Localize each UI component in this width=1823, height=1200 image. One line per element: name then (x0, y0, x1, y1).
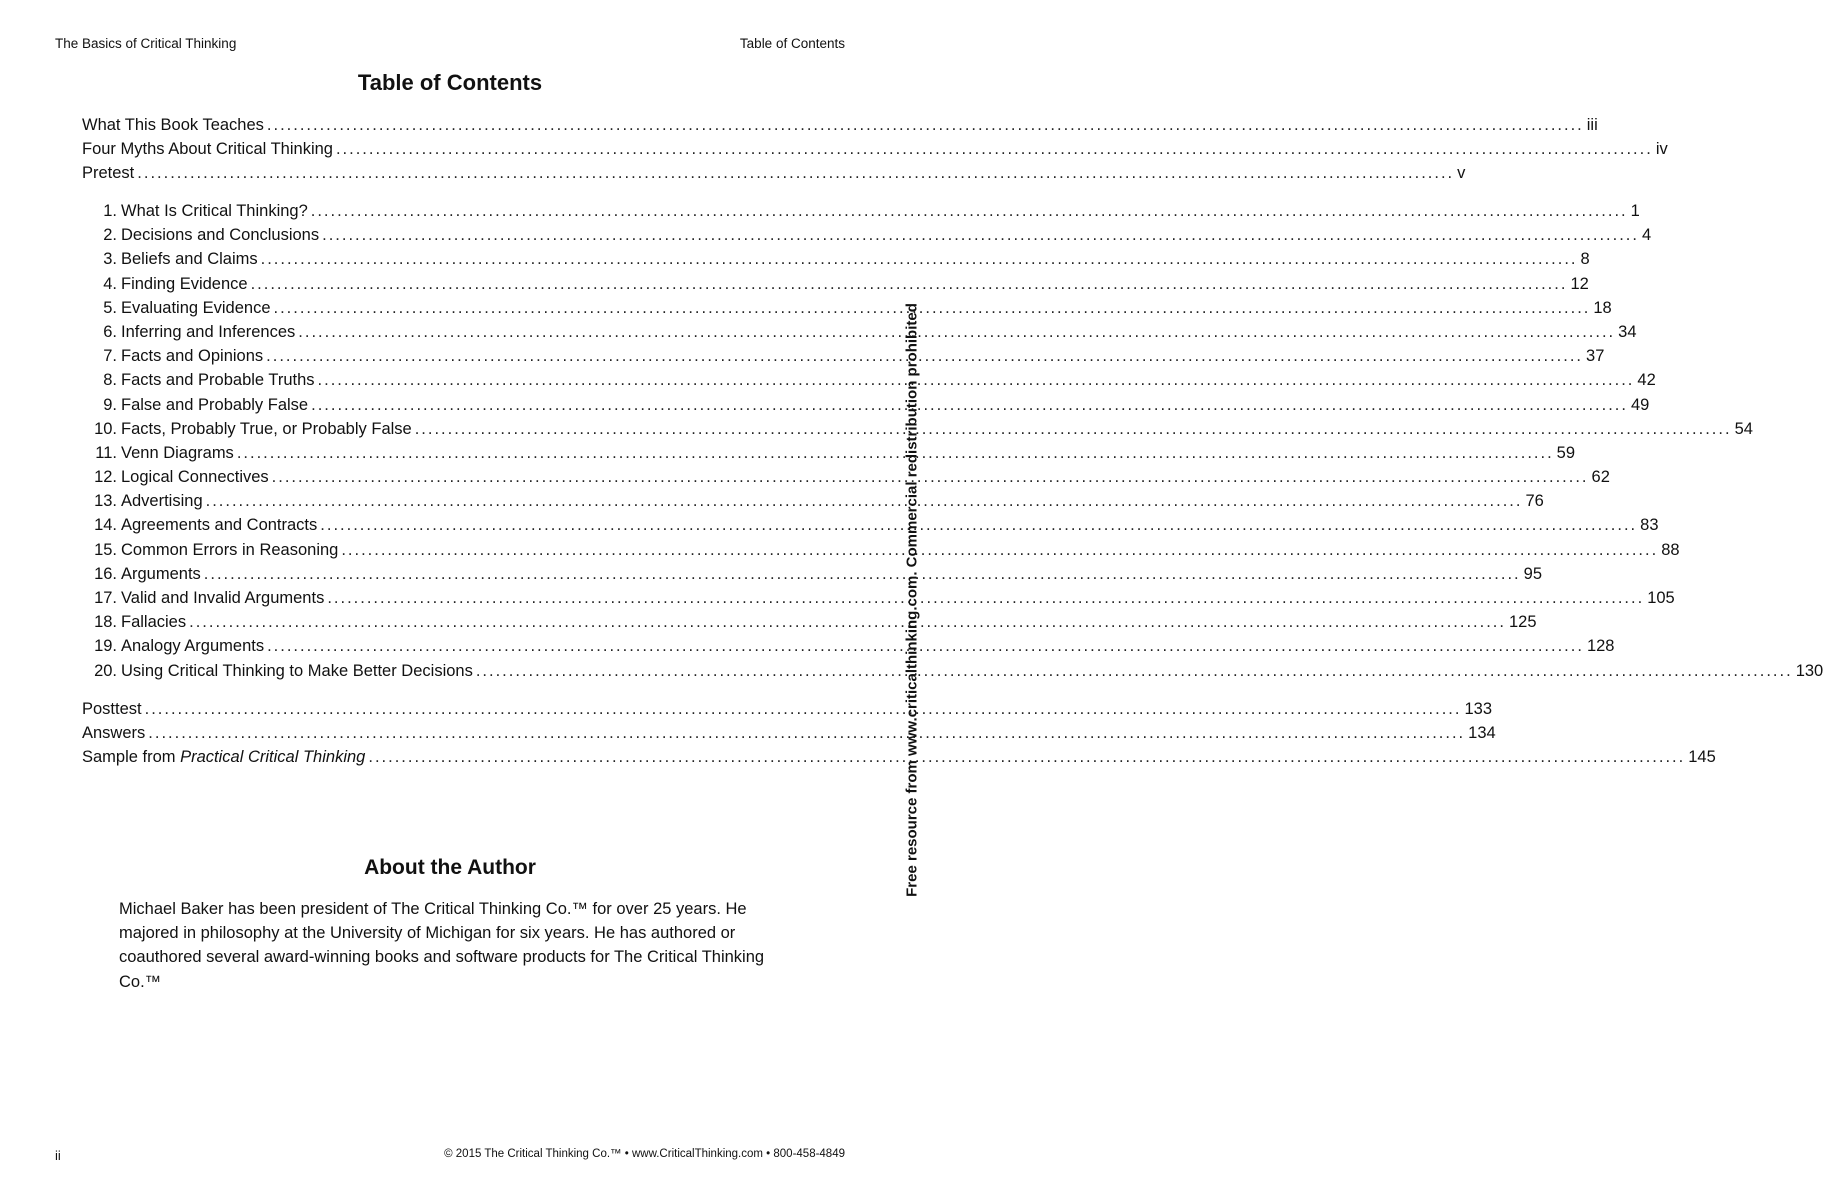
chapter-page: 37 (1586, 347, 1605, 366)
chapter-page: 12 (1570, 274, 1589, 293)
chapter-number: 16. (94, 564, 117, 583)
toc-chapter-entry[interactable] (82, 344, 1605, 368)
chapter-page: 4 (1641, 226, 1652, 245)
toc-entry-page: iv (1655, 140, 1668, 159)
toc-entry-page: v (1457, 164, 1466, 183)
chapter-number: 2. (103, 226, 117, 245)
chapter-number: 14. (94, 516, 117, 535)
dot-leader: ........................................................................................................................................................................................................ (320, 516, 1638, 535)
dot-leader: ........................................................................................................................................................................................................ (267, 637, 1584, 656)
toc-entry-page: 133 (1464, 700, 1493, 718)
book-title: Practical Critical Thinking (180, 748, 366, 767)
chapter-page: 18 (1593, 298, 1612, 317)
toc-entry[interactable] (82, 697, 1493, 721)
chapter-title: Using Critical Thinking to Make Better Decisions (121, 661, 473, 680)
toc-chapter-entry[interactable] (82, 538, 1680, 562)
chapter-number: 1. (103, 202, 117, 220)
toc-chapter-entry[interactable] (82, 272, 1589, 296)
toc-chapter-entry[interactable] (82, 441, 1576, 465)
dot-leader: ........................................................................................................................................................................................................ (271, 468, 1589, 487)
chapter-title: Fallacies (121, 613, 187, 632)
dot-leader: ........................................................................................................................................................................................................ (273, 298, 1591, 317)
chapter-title: Finding Evidence (121, 274, 248, 293)
toc-chapter-entry[interactable] (82, 610, 1537, 634)
toc-chapter-entry[interactable] (82, 513, 1659, 537)
chapter-page: 49 (1630, 395, 1650, 414)
dot-leader: ........................................................................................................................................................................................................ (266, 347, 1584, 366)
chapter-title: Venn Diagrams (121, 443, 234, 462)
chapter-title: Analogy Arguments (121, 637, 265, 656)
chapter-page: 83 (1640, 516, 1659, 535)
chapter-number: 3. (103, 250, 117, 269)
chapter-page: 1 (1630, 202, 1640, 220)
toc-chapter-entry[interactable] (82, 393, 1650, 417)
footer-copyright: © 2015 The Critical Thinking Co.™ • www.CriticalThinking.com • 800-458-4849 (444, 1148, 845, 1160)
chapter-page: 88 (1661, 540, 1680, 559)
toc-entry-label: What This Book Teaches (82, 116, 264, 134)
dot-leader: ........................................................................................................................................................................................................ (203, 564, 1521, 583)
toc-back-matter (82, 697, 1716, 770)
chapter-title: Facts and Probable Truths (121, 371, 315, 390)
toc-entry-label (82, 745, 365, 769)
chapter-number: 6. (103, 322, 117, 341)
chapter-number: 13. (94, 492, 117, 511)
chapter-title: Arguments (121, 564, 201, 583)
dot-leader: ........................................................................................................................................................................................................ (189, 613, 1506, 632)
chapter-page: 125 (1508, 613, 1537, 632)
page-number: ii (55, 1148, 61, 1163)
chapter-number: 9. (103, 395, 117, 414)
chapter-page: 34 (1618, 322, 1637, 341)
chapter-number: 7. (103, 347, 117, 366)
running-header-title: The Basics of Critical Thinking (55, 36, 237, 51)
toc-chapter-entry[interactable] (82, 417, 1753, 441)
chapter-page: 130 (1795, 661, 1823, 680)
toc-chapter-entry[interactable] (82, 465, 1610, 489)
toc-entry[interactable] (82, 137, 1668, 161)
chapter-title: Valid and Invalid Arguments (121, 589, 325, 607)
chapter-number: 15. (94, 540, 117, 559)
dot-leader: ........................................................................................................................................................................................................ (335, 140, 1653, 159)
running-header-section: Table of Contents (739, 36, 845, 51)
chapter-number: 19. (94, 637, 117, 656)
dot-leader: ........................................................................................................................................................................................................ (317, 371, 1635, 390)
dot-leader: ........................................................................................................................................................................................................ (341, 540, 1659, 559)
chapter-number: 5. (103, 298, 117, 317)
toc-entry-label: Four Myths About Critical Thinking (82, 140, 333, 159)
redistribution-notice: Free resource from www.criticalthinking.com. Commercial redistribution prohibited (903, 303, 921, 897)
toc-chapter-entry[interactable] (82, 296, 1612, 320)
dot-leader: ........................................................................................................................................................................................................ (475, 661, 1793, 680)
chapter-title: Beliefs and Claims (121, 250, 258, 269)
toc-chapter-entry[interactable] (82, 320, 1637, 344)
toc-chapter-entry[interactable] (82, 659, 1823, 683)
chapter-title: What Is Critical Thinking? (121, 202, 308, 220)
chapter-number: 17. (94, 589, 117, 607)
toc-chapter-entry[interactable] (82, 368, 1656, 392)
chapter-title: Facts, Probably True, or Probably False (121, 419, 412, 438)
chapter-number: 11. (95, 443, 117, 462)
chapter-number: 20. (94, 661, 117, 680)
chapter-title: Agreements and Contracts (121, 516, 318, 535)
toc-front-matter (82, 113, 1668, 186)
dot-leader: ........................................................................................................................................................................................................ (260, 250, 1578, 269)
chapter-title: Advertising (121, 492, 203, 511)
chapter-title: Decisions and Conclusions (121, 226, 320, 245)
chapter-title: Facts and Opinions (121, 347, 264, 366)
toc-entry-page: iii (1586, 116, 1598, 134)
chapter-title: Evaluating Evidence (121, 298, 271, 317)
dot-leader: ........................................................................................................................................................................................................ (327, 589, 1645, 607)
chapter-title: False and Probably False (121, 395, 309, 414)
toc-chapter-entry[interactable] (82, 634, 1615, 658)
dot-leader: ........................................................................................................................................................................................................ (266, 116, 1584, 134)
toc-chapter-entry[interactable] (82, 489, 1544, 513)
chapter-page: 8 (1580, 250, 1590, 269)
dot-leader: ........................................................................................................................................................................................................ (368, 748, 1686, 767)
chapter-title: Inferring and Inferences (121, 322, 296, 341)
toc-entry-label: Pretest (82, 164, 135, 183)
chapter-number: 18. (94, 613, 117, 632)
toc-entry[interactable] (82, 161, 1466, 185)
chapter-number: 10. (94, 419, 117, 438)
dot-leader: ........................................................................................................................................................................................................ (236, 443, 1554, 462)
toc-entry-label-prefix: Sample from (82, 748, 181, 767)
toc-entry-label: Answers (82, 724, 146, 743)
dot-leader: ........................................................................................................................................................................................................ (311, 395, 1628, 414)
dot-leader: ........................................................................................................................................................................................................ (137, 164, 1455, 183)
toc-entry-page: 145 (1688, 748, 1716, 767)
chapter-title: Logical Connectives (121, 468, 269, 487)
toc-chapter-entry[interactable] (82, 223, 1652, 247)
chapter-number: 8. (103, 371, 117, 390)
chapter-page: 54 (1734, 419, 1753, 438)
dot-leader: ........................................................................................................................................................................................................ (205, 492, 1523, 511)
dot-leader: ........................................................................................................................................................................................................ (144, 700, 1462, 718)
chapter-page: 59 (1556, 443, 1576, 462)
chapter-page: 76 (1525, 492, 1544, 511)
dot-leader: ........................................................................................................................................................................................................ (250, 274, 1568, 293)
chapter-page: 95 (1523, 564, 1543, 583)
toc-entry-page: 134 (1468, 724, 1496, 743)
toc-chapter-entry[interactable] (82, 586, 1675, 610)
about-author-heading: About the Author (364, 856, 536, 879)
toc-chapter-entry[interactable] (82, 247, 1590, 271)
dot-leader: ........................................................................................................................................................................................................ (414, 419, 1732, 438)
chapter-page: 128 (1586, 637, 1615, 656)
dot-leader: ........................................................................................................................................................................................................ (322, 226, 1639, 245)
dot-leader: ........................................................................................................................................................................................................ (148, 724, 1466, 743)
about-author-text: Michael Baker has been president of The Critical Thinking Co.™ for over 25 years. He majored in philosophy at the University of Michigan for six years. He has authored or coauthored several award-winning books and software products for The Critical Thinking Co.™ (119, 900, 765, 991)
toc-chapter-entry[interactable] (82, 199, 1640, 223)
chapter-page: 42 (1637, 371, 1656, 390)
toc-chapter-entry[interactable] (82, 562, 1543, 586)
toc-entry[interactable] (82, 113, 1598, 137)
chapter-number: 12. (94, 468, 117, 487)
chapter-title: Common Errors in Reasoning (121, 540, 339, 559)
dot-leader: ........................................................................................................................................................................................................ (298, 322, 1616, 341)
dot-leader: ........................................................................................................................................................................................................ (310, 202, 1628, 220)
toc-entry[interactable] (82, 721, 1496, 745)
chapter-page: 62 (1591, 468, 1610, 487)
chapter-number: 4. (103, 274, 117, 293)
toc-entry[interactable] (82, 745, 1716, 769)
chapter-page: 105 (1647, 589, 1675, 607)
toc-entry-label: Posttest (82, 700, 142, 718)
page-title: Table of Contents (357, 70, 543, 95)
